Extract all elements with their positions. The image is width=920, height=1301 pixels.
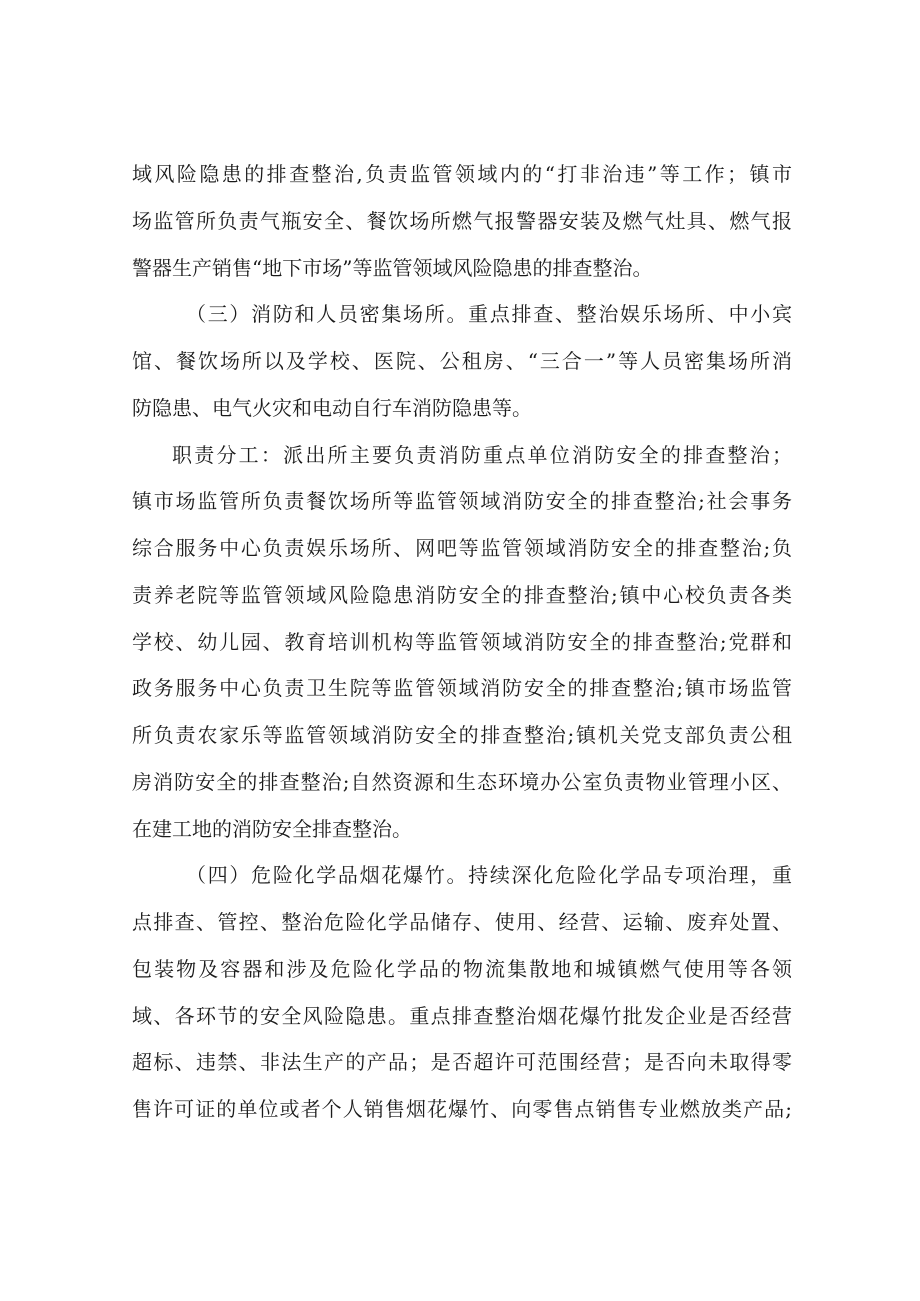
text-line: 所负责农家乐等监管领域消防安全的排查整治;镇机关党支部负责公租 bbox=[132, 723, 792, 747]
text-line: 房消防安全的排查整治;自然资源和生态环境办公室负责物业管理小区、 bbox=[132, 770, 792, 794]
text-line: 超标、违禁、非法生产的产品；是否超许可范围经营；是否向未取得零 bbox=[132, 1050, 792, 1074]
text-line: 镇市场监管所负责餐饮场所等监管领域消防安全的排查整治;社会事务 bbox=[132, 489, 792, 513]
text-line: 馆、餐饮场所以及学校、医院、公租房、“三合一”等人员密集场所消 bbox=[132, 349, 792, 373]
text-line: 防隐患、电气火灾和电动自行车消防隐患等。 bbox=[132, 396, 532, 420]
section-heading-line: （四）危险化学品烟花爆竹。持续深化危险化学品专项治理，重 bbox=[186, 863, 792, 887]
text-line: 售许可证的单位或者个人销售烟花爆竹、向零售点销售专业燃放类产品; bbox=[132, 1097, 792, 1121]
text-line: 点排查、管控、整治危险化学品储存、使用、经营、运输、废弃处置、 bbox=[132, 910, 792, 934]
text-line: 综合服务中心负责娱乐场所、网吧等监管领域消防安全的排查整治;负 bbox=[132, 536, 792, 560]
text-line: 警器生产销售“地下市场”等监管领域风险隐患的排查整治。 bbox=[132, 256, 653, 280]
text-line: 场监管所负责气瓶安全、餐饮场所燃气报警器安装及燃气灶具、燃气报 bbox=[132, 209, 792, 233]
text-line: 包装物及容器和涉及危险化学品的物流集散地和城镇燃气使用等各领 bbox=[132, 957, 792, 981]
section-heading-line: （三）消防和人员密集场所。重点排查、整治娱乐场所、中小宾 bbox=[186, 302, 792, 326]
text-line: 域风险隐患的排查整治,负责监管领域内的“打非治违”等工作；镇市 bbox=[132, 162, 792, 186]
text-line: 域、各环节的安全风险隐患。重点排查整治烟花爆竹批发企业是否经营 bbox=[132, 1004, 792, 1028]
text-line: 学校、幼儿园、教育培训机构等监管领域消防安全的排查整治;党群和 bbox=[132, 630, 792, 654]
text-line: 职责分工：派出所主要负责消防重点单位消防安全的排查整治； bbox=[172, 443, 792, 467]
text-line: 政务服务中心负责卫生院等监管领域消防安全的排查整治;镇市场监管 bbox=[132, 676, 792, 700]
text-line: 责养老院等监管领域风险隐患消防安全的排查整治;镇中心校负责各类 bbox=[132, 583, 792, 607]
text-line: 在建工地的消防安全排查整治。 bbox=[132, 817, 412, 841]
